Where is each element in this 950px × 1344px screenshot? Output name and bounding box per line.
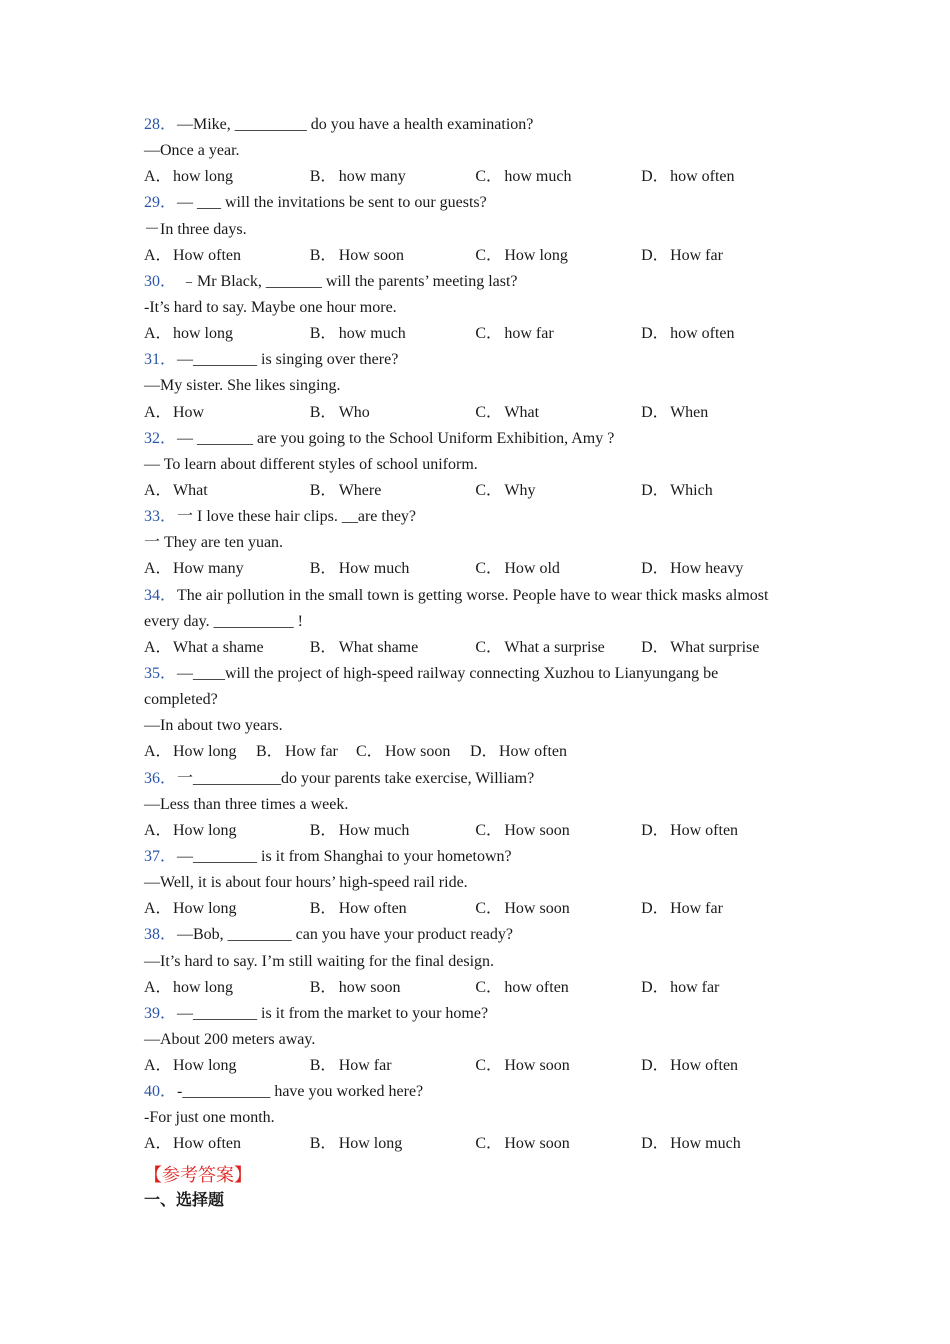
option-text: how long: [173, 168, 233, 186]
option-text: how far: [504, 325, 554, 343]
question-stem: [144, 269, 844, 295]
question-37: [144, 844, 844, 922]
option-text: How soon: [504, 1135, 570, 1153]
question-30: [144, 269, 844, 347]
reply-line: —Well, it is about four hours’ high-speed rail ride.: [144, 874, 468, 892]
option-text: how soon: [338, 978, 401, 996]
option-d[interactable]: [641, 478, 807, 504]
stem-text: —________ is singing over there?: [177, 351, 399, 369]
option-a[interactable]: [144, 635, 310, 661]
option-text: How long: [504, 246, 568, 264]
stem-continuation: every day. __________ !: [144, 612, 303, 630]
options-row: [144, 739, 844, 765]
reply-line: －In three days.: [144, 220, 247, 238]
stem-text: — _______ are you going to the School Uniform Exhibition, Amy ?: [177, 429, 615, 447]
options-row: [144, 975, 844, 1001]
option-label: B．: [309, 403, 337, 421]
question-number: 38．: [144, 926, 177, 944]
option-a[interactable]: [144, 896, 310, 922]
option-text: What: [173, 481, 208, 499]
option-label: C．: [356, 743, 383, 761]
question-number: 35．: [144, 664, 177, 682]
stem-text: —________ is it from Shanghai to your hometown?: [177, 847, 512, 865]
option-label: D．: [641, 560, 669, 578]
question-stem: [144, 1001, 844, 1027]
option-b[interactable]: [310, 478, 476, 504]
option-text: How much: [338, 560, 410, 578]
option-text: What shame: [338, 638, 419, 656]
stem-text: —Bob, ________ can you have your product ready?: [177, 926, 513, 944]
option-text: How long: [338, 1135, 403, 1153]
answer-key-section: 一、选择题: [144, 1191, 225, 1209]
option-d[interactable]: [641, 400, 807, 426]
option-label: B．: [309, 1057, 337, 1075]
reply-line: —About 200 meters away.: [144, 1030, 316, 1048]
option-d[interactable]: [641, 896, 807, 922]
option-b[interactable]: [310, 243, 476, 269]
option-label: D．: [641, 1135, 669, 1153]
question-stem: [144, 504, 844, 530]
option-text: How often: [173, 246, 241, 264]
option-label: D．: [641, 168, 669, 186]
option-text: How far: [338, 1057, 392, 1075]
option-c[interactable]: [475, 896, 641, 922]
options-row: [144, 478, 844, 504]
option-text: How often: [499, 743, 567, 761]
option-d[interactable]: [641, 1053, 807, 1079]
question-stem: [144, 426, 844, 452]
option-text: How far: [670, 900, 723, 918]
option-b[interactable]: [310, 635, 476, 661]
option-text: When: [670, 403, 709, 421]
option-text: How soon: [504, 821, 570, 839]
option-text: How soon: [338, 246, 405, 264]
option-text: What: [504, 403, 540, 421]
option-text: how many: [338, 168, 406, 186]
option-a[interactable]: [144, 975, 310, 1001]
option-label: D．: [641, 978, 669, 996]
reply-line: —Once a year.: [144, 142, 240, 160]
option-b[interactable]: [256, 739, 356, 765]
option-label: B．: [309, 638, 337, 656]
reply-line: 一 They are ten yuan.: [144, 534, 284, 552]
option-label: C．: [475, 325, 503, 343]
reply-line: —It’s hard to say. I’m still waiting for the final design.: [144, 952, 495, 970]
question-stem: [144, 661, 844, 687]
reply-line: —My sister. She likes singing.: [144, 377, 341, 395]
option-label: D．: [641, 403, 669, 421]
option-c[interactable]: [475, 164, 641, 190]
option-label: A．: [144, 168, 172, 186]
option-text: How long: [173, 821, 237, 839]
question-36: [144, 766, 844, 844]
option-d[interactable]: [641, 243, 807, 269]
option-c[interactable]: [475, 243, 641, 269]
option-label: D．: [641, 325, 669, 343]
stem-text: -___________ have you worked here?: [177, 1083, 424, 1101]
option-text: how often: [504, 978, 569, 996]
question-number: 29．: [144, 194, 177, 212]
option-b[interactable]: [310, 1053, 476, 1079]
option-b[interactable]: [310, 818, 476, 844]
question-stem: [144, 112, 844, 138]
question-34: [144, 583, 844, 661]
option-c[interactable]: [475, 818, 641, 844]
question-number: 33．: [144, 508, 177, 526]
option-label: B．: [309, 978, 337, 996]
option-label: A．: [144, 821, 172, 839]
question-35: [144, 661, 844, 766]
option-text: How often: [670, 1057, 739, 1075]
option-b[interactable]: [310, 896, 476, 922]
options-row: [144, 321, 844, 347]
question-sheet: [144, 112, 844, 1214]
option-a[interactable]: [144, 556, 310, 582]
option-label: B．: [309, 481, 337, 499]
options-row: [144, 400, 844, 426]
option-label: B．: [309, 168, 337, 186]
stem-text: —____will the project of high-speed railway connecting Xuzhou to Lianyungang be: [177, 664, 719, 682]
option-a[interactable]: [144, 739, 256, 765]
question-stem: [144, 922, 844, 948]
stem-text: 一___________do your parents take exercise, William?: [177, 769, 535, 787]
stem-text: ﹣Mr Black, _______ will the parents’ meeting last?: [177, 272, 518, 290]
question-stem: [144, 1079, 844, 1105]
question-stem: [144, 766, 844, 792]
reply-line: -It’s hard to say. Maybe one hour more.: [144, 298, 397, 316]
option-label: D．: [641, 246, 669, 264]
option-d[interactable]: [641, 635, 807, 661]
option-label: D．: [641, 1057, 669, 1075]
option-text: How: [173, 403, 205, 421]
option-label: C．: [475, 638, 503, 656]
option-text: How often: [338, 900, 407, 918]
reply-line: —In about two years.: [144, 717, 283, 735]
option-label: A．: [144, 1135, 172, 1153]
option-text: How many: [173, 560, 244, 578]
option-b[interactable]: [310, 164, 476, 190]
option-label: C．: [475, 900, 503, 918]
option-text: How old: [504, 560, 560, 578]
stem-text: —________ is it from the market to your home?: [177, 1004, 489, 1022]
option-label: D．: [470, 743, 498, 761]
option-text: Why: [504, 481, 536, 499]
option-text: how much: [504, 168, 572, 186]
answer-key-title: 【参考答案】: [144, 1164, 252, 1185]
option-label: A．: [144, 1057, 172, 1075]
option-text: How long: [173, 743, 237, 761]
reply-line: — To learn about different styles of school uniform.: [144, 455, 478, 473]
option-c[interactable]: [475, 975, 641, 1001]
option-label: B．: [309, 560, 337, 578]
option-label: C．: [475, 560, 503, 578]
option-label: D．: [641, 821, 669, 839]
question-33: [144, 504, 844, 582]
question-stem: [144, 190, 844, 216]
option-label: B．: [309, 246, 337, 264]
option-label: C．: [475, 246, 503, 264]
question-number: 31．: [144, 351, 177, 369]
option-b[interactable]: [310, 321, 476, 347]
question-31: [144, 347, 844, 425]
reply-line: —Less than three times a week.: [144, 795, 349, 813]
option-label: B．: [309, 900, 337, 918]
option-c[interactable]: [475, 400, 641, 426]
option-a[interactable]: [144, 818, 310, 844]
option-text: how far: [670, 978, 720, 996]
option-label: D．: [641, 900, 669, 918]
option-text: Who: [338, 403, 370, 421]
option-label: C．: [475, 168, 503, 186]
option-text: How far: [285, 743, 338, 761]
option-text: how often: [670, 168, 735, 186]
options-row: [144, 1131, 844, 1157]
option-label: D．: [641, 481, 669, 499]
option-a[interactable]: [144, 243, 310, 269]
option-text: How soon: [504, 900, 570, 918]
option-label: A．: [144, 246, 172, 264]
option-c[interactable]: [356, 739, 470, 765]
option-label: B．: [256, 743, 283, 761]
question-number: 30．: [144, 272, 177, 290]
question-number: 39．: [144, 1004, 177, 1022]
option-label: C．: [475, 978, 503, 996]
option-a[interactable]: [144, 478, 310, 504]
option-text: How soon: [504, 1057, 570, 1075]
question-number: 40．: [144, 1083, 177, 1101]
option-text: How long: [173, 1057, 237, 1075]
option-label: D．: [641, 638, 669, 656]
option-text: How much: [338, 821, 410, 839]
option-c[interactable]: [475, 1131, 641, 1157]
question-28: [144, 112, 844, 190]
question-number: 32．: [144, 429, 177, 447]
stem-continuation: completed?: [144, 691, 218, 709]
question-39: [144, 1001, 844, 1079]
option-label: B．: [309, 325, 337, 343]
options-row: [144, 1053, 844, 1079]
options-row: [144, 556, 844, 582]
option-b[interactable]: [310, 975, 476, 1001]
stem-text: The air pollution in the small town is getting worse. People have to wear thick masks almost: [177, 586, 769, 604]
option-label: A．: [144, 325, 172, 343]
stem-text: — ___ will the invitations be sent to our guests?: [177, 194, 487, 212]
option-d[interactable]: [641, 556, 807, 582]
option-a[interactable]: [144, 1053, 310, 1079]
option-d[interactable]: [641, 975, 807, 1001]
question-40: [144, 1079, 844, 1157]
option-a[interactable]: [144, 321, 310, 347]
question-number: 28．: [144, 116, 177, 133]
option-text: how long: [173, 325, 233, 343]
option-text: how often: [670, 325, 735, 343]
option-c[interactable]: [475, 635, 641, 661]
option-d[interactable]: [641, 818, 807, 844]
option-a[interactable]: [144, 1131, 310, 1157]
option-label: A．: [144, 743, 172, 761]
option-label: A．: [144, 978, 172, 996]
option-text: How much: [670, 1135, 741, 1153]
option-text: how much: [338, 325, 406, 343]
option-text: Where: [338, 481, 382, 499]
question-number: 34．: [144, 586, 177, 604]
option-d[interactable]: [470, 739, 600, 765]
option-text: What a shame: [173, 638, 264, 656]
question-stem: [144, 583, 844, 609]
option-b[interactable]: [310, 556, 476, 582]
option-label: A．: [144, 560, 172, 578]
option-label: C．: [475, 481, 503, 499]
option-text: How often: [670, 821, 739, 839]
options-row: [144, 243, 844, 269]
options-row: [144, 635, 844, 661]
option-c[interactable]: [475, 321, 641, 347]
question-stem: [144, 844, 844, 870]
question-32: [144, 426, 844, 504]
option-text: how long: [173, 978, 233, 996]
option-d[interactable]: [641, 321, 807, 347]
option-text: Which: [670, 481, 713, 499]
option-d[interactable]: [641, 164, 807, 190]
option-c[interactable]: [475, 556, 641, 582]
option-label: C．: [475, 1057, 503, 1075]
stem-text: —Mike, _________ do you have a health examination?: [177, 116, 534, 133]
option-label: A．: [144, 481, 172, 499]
question-number: 36．: [144, 769, 177, 787]
option-c[interactable]: [475, 478, 641, 504]
option-text: What a surprise: [504, 638, 605, 656]
options-row: [144, 164, 844, 190]
options-row: [144, 896, 844, 922]
option-b[interactable]: [310, 1131, 476, 1157]
option-label: B．: [309, 821, 337, 839]
options-row: [144, 818, 844, 844]
option-text: How soon: [385, 743, 451, 761]
option-label: C．: [475, 403, 503, 421]
question-number: 37．: [144, 847, 177, 865]
option-text: How long: [173, 900, 237, 918]
option-text: How heavy: [670, 560, 744, 578]
option-a[interactable]: [144, 400, 310, 426]
option-label: C．: [475, 821, 503, 839]
option-label: B．: [309, 1135, 337, 1153]
stem-text: 一 I love these hair clips. __are they?: [177, 508, 417, 526]
option-text: How often: [173, 1135, 241, 1153]
reply-line: -For just one month.: [144, 1109, 275, 1127]
option-label: A．: [144, 900, 172, 918]
option-label: A．: [144, 638, 172, 656]
option-d[interactable]: [641, 1131, 807, 1157]
option-text: What surprise: [670, 638, 760, 656]
option-b[interactable]: [310, 400, 476, 426]
question-29: [144, 190, 844, 268]
option-a[interactable]: [144, 164, 310, 190]
option-text: How far: [670, 246, 723, 264]
option-label: A．: [144, 403, 172, 421]
option-c[interactable]: [475, 1053, 641, 1079]
option-label: C．: [475, 1135, 503, 1153]
question-38: [144, 922, 844, 1000]
question-stem: [144, 347, 844, 373]
